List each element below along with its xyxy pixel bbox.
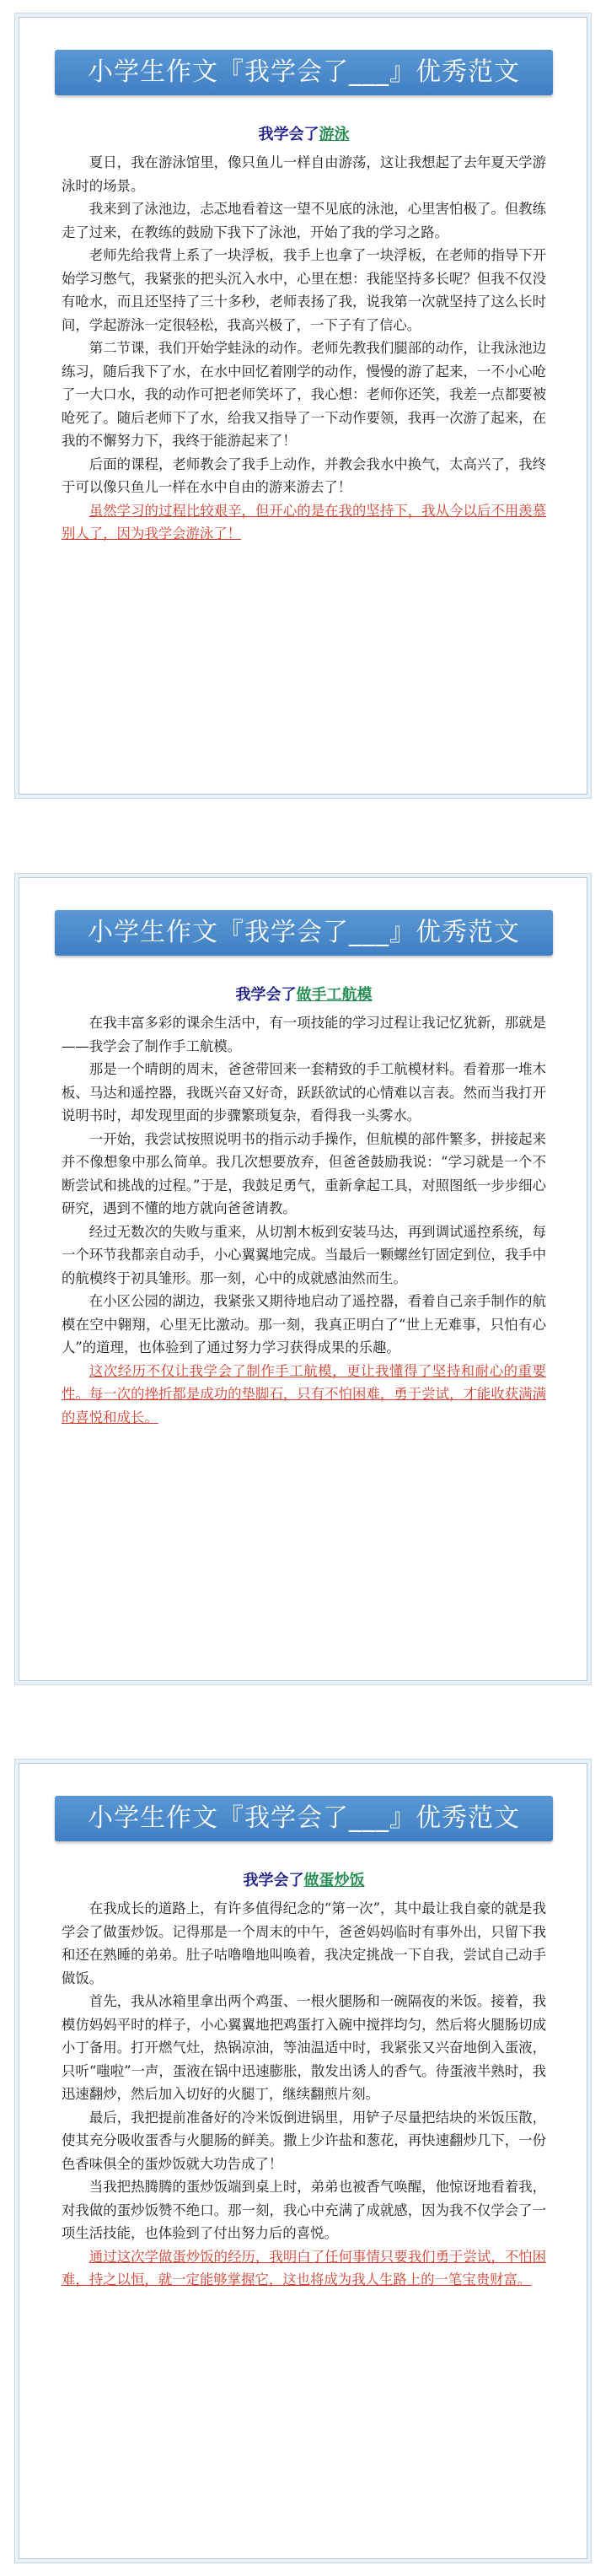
essay-paragraph: 在我丰富多彩的课余生活中，有一项技能的学习过程让我记忆犹新，那就是——我学会了制作手工航模。: [62, 1015, 546, 1054]
article-card-model-plane: [19, 877, 587, 1681]
article-card-fried-rice: [19, 1763, 587, 2559]
essay-paragraph: 后面的课程，老师教会了我手上动作，并教会我水中换气，太高兴了，我终于可以像只鱼儿一样在水中自由的游来游去了！: [62, 455, 546, 495]
essay-title-prefix: 我学会了: [235, 986, 297, 1004]
article-banner: 小学生作文『我学会了___』优秀范文: [55, 910, 553, 956]
article-banner: 小学生作文『我学会了___』优秀范文: [55, 50, 553, 95]
essay-title-prefix: 我学会了: [243, 1872, 304, 1889]
essay-title-topic: 游泳: [319, 126, 350, 143]
essay-paragraph: 第二节课，我们开始学蛙泳的动作。老师先教我们腿部的动作，让我泳池边练习，随后我下了水，在水中回忆着刚学的动作，慢慢的游了起来，一不小心呛了一大口水，我的动作可把老师笑坏了，我心想：老师你还笑，我差一点都要被呛死了。随后老师下了水，给我又指导了一下动作要领，我再一次游了起来，在我的不懈努力下，我终于能游起来了！: [62, 340, 546, 449]
article-banner: 小学生作文『我学会了___』优秀范文: [55, 1796, 553, 1841]
essay-paragraph: 当我把热腾腾的蛋炒饭端到桌上时，弟弟也被香气唤醒，他惊讶地看着我，对我做的蛋炒饭赞不绝口。那一刻，我心中充满了成就感，因为我不仅学会了一项生活技能，也体验到了付出努力后的喜悦。: [62, 2179, 546, 2241]
essay-paragraph: 在小区公园的湖边，我紧张又期待地启动了遥控器，看着自己亲手制作的航模在空中翱翔，心里无比激动。那一刻，我真正明白了“世上无难事，只怕有心人”的道理，也体验到了通过努力学习获得成果的乐趣。: [62, 1293, 546, 1355]
essay-paragraph: 一开始，我尝试按照说明书的指示动手操作，但航模的部件繁多，拼接起来并不像想象中那么简单。我几次想要放弃，但爸爸鼓励我说：“学习就是一个不断尝试和挑战的过程。”于是，我鼓足勇气，重新拿起工具，对照图纸一步步细心研究，遇到不懂的地方就向爸爸请教。: [62, 1130, 546, 1216]
essay-title: [19, 983, 588, 1005]
essay-paragraph: 经过无数次的失败与重来，从切割木板到安装马达，再到调试遥控系统，每一个环节我都亲自动手，小心翼翼地完成。当最后一颗螺丝钉固定到位，我手中的航模终于初具雏形。那一刻，心中的成就感油然而生。: [62, 1223, 546, 1286]
essay-conclusion: 通过这次学做蛋炒饭的经历，我明白了任何事情只要我们勇于尝试，不怕困难，持之以恒，就一定能够掌握它，这也将成为我人生路上的一笔宝贵财富。: [62, 2248, 546, 2288]
essay-body: [62, 1897, 546, 2292]
essay-body: [62, 151, 546, 546]
essay-conclusion: 虽然学习的过程比较艰辛，但开心的是在我的坚持下，我从今以后不用羡慕别人了，因为我学会游泳了！: [62, 502, 546, 542]
essay-title-topic: 做手工航模: [296, 986, 373, 1004]
essay-paragraph: 那是一个晴朗的周末，爸爸带回来一套精致的手工航模材料。看着那一堆木板、马达和遥控器，我既兴奋又好奇，跃跃欲试的心情难以言表。然而当我打开说明书时，却发现里面的步骤繁琐复杂，看得我一头雾水。: [62, 1061, 546, 1124]
essay-conclusion: 这次经历不仅让我学会了制作手工航模，更让我懂得了坚持和耐心的重要性。每一次的挫折都是成功的垫脚石，只有不怕困难，勇于尝试，才能收获满满的喜悦和成长。: [62, 1362, 546, 1425]
essay-title-prefix: 我学会了: [258, 126, 319, 143]
article-card-swimming: [19, 17, 587, 795]
essay-title: [19, 122, 588, 144]
essay-paragraph: 首先，我从冰箱里拿出两个鸡蛋、一根火腿肠和一碗隔夜的米饭。接着，我模仿妈妈平时的样子，小心翼翼地把鸡蛋打入碗中搅拌均匀，然后将火腿肠切成小丁备用。打开燃气灶，热锅凉油，等油温适中时，我紧张又兴奋地倒入蛋液，只听“嗤啦”一声，蛋液在锅中迅速膨胀，散发出诱人的香气。待蛋液半熟时，我迅速翻炒，然后加入切好的火腿丁，继续翻煎片刻。: [62, 1993, 546, 2102]
essay-title: [19, 1868, 588, 1890]
essay-paragraph: 夏日，我在游泳馆里，像只鱼儿一样自由游荡，这让我想起了去年夏天学游泳时的场景。: [62, 154, 546, 194]
essay-paragraph: 老师先给我背上系了一块浮板，我手上也拿了一块浮板，在老师的指导下开始学习憋气，我紧张的把头沉入水中，心里在想：我能坚持多长呢？但我不仅没有呛水，而且还坚持了三十多秒，老师表扬了我，说我第一次就坚持了这么长时间，学起游泳一定很轻松，我高兴极了，一下子有了信心。: [62, 247, 546, 333]
essay-paragraph: 在我成长的道路上，有许多值得纪念的“第一次”，其中最让我自豪的就是我学会了做蛋炒饭。记得那是一个周末的中午，爸爸妈妈临时有事外出，只留下我和还在熟睡的弟弟。肚子咕噜噜地叫唤着，我决定挑战一下自我，尝试自己动手做饭。: [62, 1900, 546, 1986]
essay-title-topic: 做蛋炒饭: [303, 1872, 365, 1889]
essay-body: [62, 1011, 546, 1429]
essay-paragraph: 最后，我把提前准备好的冷米饭倒进锅里，用铲子尽量把结块的米饭压散，使其充分吸收蛋香与火腿肠的鲜美。撒上少许盐和葱花，再快速翻炒几下，一份色香味俱全的蛋炒饭就大功告成了！: [62, 2109, 546, 2172]
essay-paragraph: 我来到了泳池边，忐忑地看着这一望不见底的泳池，心里害怕极了。但教练走了过来，在教练的鼓励下我下了泳池，开始了我的学习之路。: [62, 201, 546, 240]
